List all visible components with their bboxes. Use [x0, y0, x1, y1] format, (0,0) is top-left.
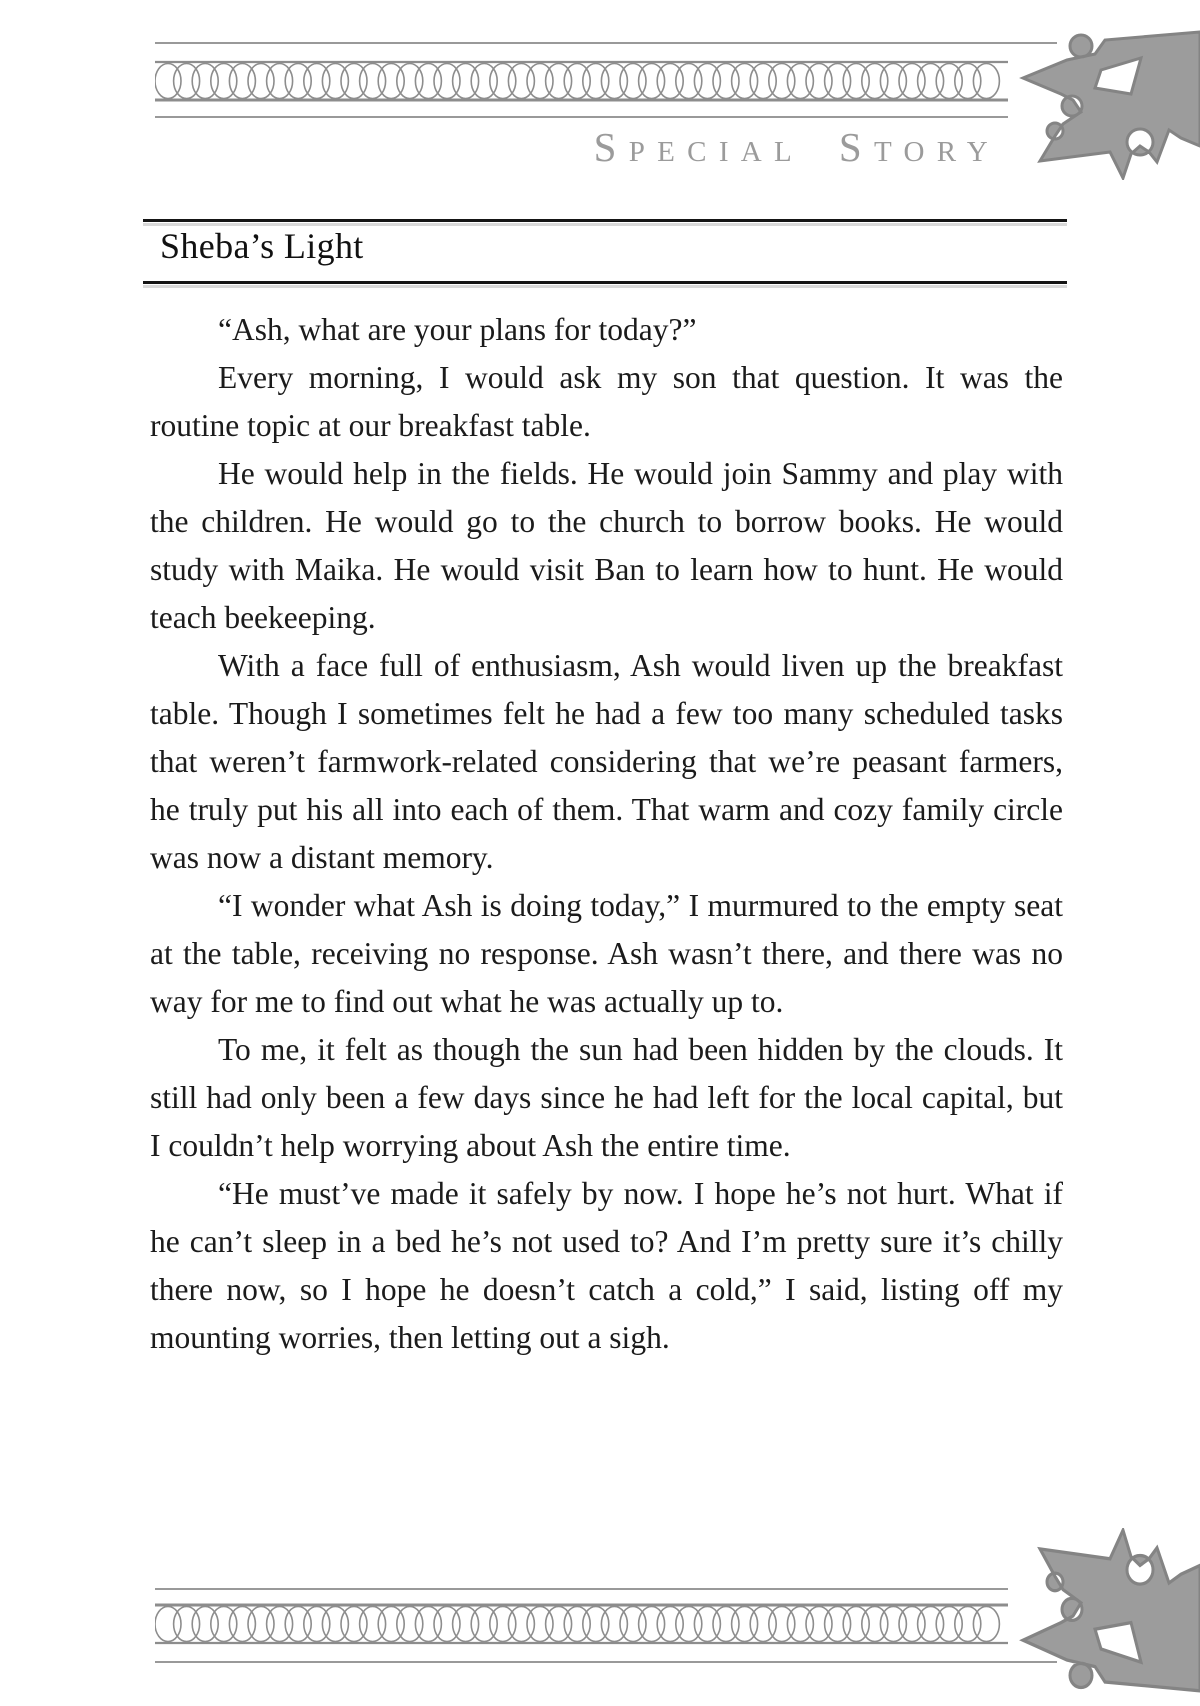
story-title-rule-bottom — [143, 281, 1067, 284]
header-bottom-rule — [155, 116, 1008, 118]
story-paragraph: He would help in the fields. He would join Sammy and play with the children. He would go to the church to borrow books. He would study with Maika. He would visit Ban to learn how to hunt. He would teach beekeeping. — [150, 456, 1063, 635]
story-title: Sheba’s Light — [160, 226, 364, 266]
story-paragraph: “I wonder what Ash is doing today,” I murmured to the empty seat at the table, receiving no response. Ash wasn’t there, and there was no way for me to find out what he was actually up to. — [150, 888, 1063, 1019]
story-paragraph: With a face full of enthusiasm, Ash would liven up the breakfast table. Though I sometimes felt he had a few too many scheduled tasks that weren’t farmwork-related considering that we’re peasant farmers, he truly put his all into each of them. That warm and cozy family circle was now a distant memory. — [150, 648, 1063, 875]
story-paragraph: “Ash, what are your plans for today?” — [218, 312, 697, 347]
footer-bottom-rule — [155, 1661, 1057, 1663]
story-body — [150, 306, 1063, 1362]
gothic-cross-icon — [1015, 1528, 1200, 1693]
header-top-rule — [155, 42, 1057, 44]
footer-top-rule — [155, 1588, 1008, 1590]
story-paragraph: “He must’ve made it safely by now. I hope he’s not hurt. What if he can’t sleep in a bed he’s not used to? And I’m pretty sure it’s chilly there now, so I hope he doesn’t catch a cold,” I said, listing off my mounting worries, then letting out a sigh. — [150, 1176, 1063, 1355]
section-label: Special Story — [593, 124, 1000, 170]
story-paragraph: Every morning, I would ask my son that question. It was the routine topic at our breakfast table. — [150, 360, 1063, 443]
gothic-cross-icon — [1015, 30, 1200, 180]
ornamental-border-top — [155, 60, 1008, 102]
ornamental-border-bottom — [155, 1603, 1008, 1645]
story-paragraph: To me, it felt as though the sun had been hidden by the clouds. It still had only been a few days since he had left for the local capital, but I couldn’t help worrying about Ash the entire time. — [150, 1032, 1063, 1163]
story-title-rule-top — [143, 219, 1067, 222]
